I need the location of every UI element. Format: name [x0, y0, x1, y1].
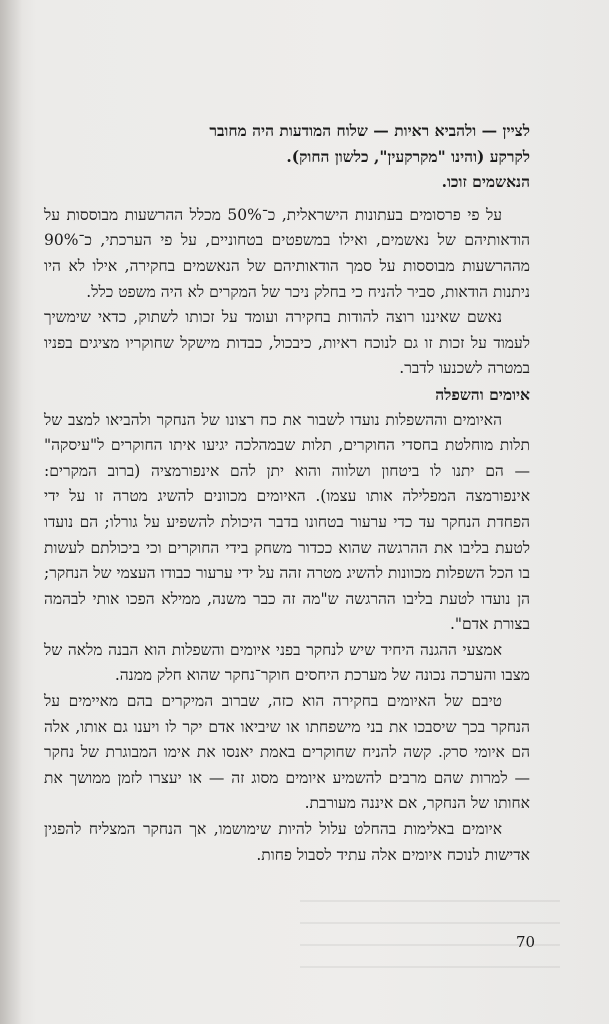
paragraph-violence-threats: איומים באלימות בהחלט עלול להיות שימושמו, אך הנחקר המצליח להפגין אדישות לנוכח איומים אלה עתיד לסבול פחות. — [44, 820, 530, 864]
section-heading: איומים והשפלה — [435, 384, 530, 404]
intro-line-1: לציין — ולהביא ראיות — שלוח המודעות היה מחובר — [209, 121, 530, 140]
paragraph-threats-purpose: האיומים וההשפלות נועדו לשבור את כח רצונו של הנחקר ולהביאו למצב של תלות מוחלטת בחסדי החוקרים, תלות שבמהלכה יגיעו איתו החוקרים ל"עיסקה" — הם יתנו לו ביטחון ושלווה והוא יתן להם אינפורמציה (ברוב המקרים: אינפורמצה המפלילה אותו עצמו). האיומים מכוונים להשיג מטרה זו על ידי הפחדת הנחקר עד כדי ערעור בטחונו בדבר היכולת להשפיע על גורלו; הם נועדו לטעת בליבו את ההרגשה שהוא ככדור משחק בידי החוקרים וכי ביכולתם לעשות בו הכל השפלות מכוונות להשיג מטרה זהה על ידי ערעור כבודו העצמי של הנחקר; הן נועדו לטעת בליבו ההרגשה ש"מה זה כבר משנה, ממילא הפכו אותי לבהמה בצורת אדם". — [44, 410, 530, 634]
page-number: 70 — [516, 933, 536, 951]
intro-line-2: לקרקע (והינו "מקרקעין", כלשון החוק). — [286, 146, 530, 166]
intro-line-3: הנאשמים זוכו. — [441, 172, 530, 192]
page-body — [44, 118, 530, 868]
book-spine-shadow — [0, 0, 22, 1024]
paragraph-confessions: על פי פרסומים בעתונות הישראלית, כ־50% מכלל ההרשעות מבוססות על הודאותיהם של נאשמים, ואילו במשפטים בטחוניים, על פי הערכתי, כ־90% מההרשעות מבוססות על סמך הודאותיהם של הנאשמים בחקירה, אילו לא היו ניתנות הודאות, סביר להניח כי בחלק ניכר של המקרים לא היה משפט כלל. — [44, 205, 530, 301]
paragraph-empty-threats: טיבם של האיומים בחקירה הוא כזה, שברוב המיקרים בהם מאיימים על הנחקר בכך שיסבכו את בני מישפחתו או שיביאו אדם יקר לו ויענו גם אותו, אלה הם איומי סרק. קשה להניח שחוקרים באמת יאנסו את אימו המבוגרת של נחקר — למרות שהם מרבים להשמיע איומים מסוג זה — או יעצרו לזמן ממושך את אחותו של הנחקר, אם איננה מעורבת. — [44, 692, 530, 813]
paragraph-defense: אמצעי ההגנה היחיד שיש לנחקר בפני איומים והשפלות הוא הבנה מלאה של מצבו והערכה נכונה של מערכת היחסים חוקר־נחקר שהוא חלק ממנה. — [44, 640, 530, 685]
paragraph-silence: נאשם שאיננו רוצה להודות בחקירה ועומד על זכותו לשתוק, כדאי שימשיך לעמוד על זכות זו גם לנוכח ראיות, כיבכול, כבדות מישקל שחוקריו מציגים בפניו במטרה לשכנעו לדבר. — [44, 308, 530, 378]
